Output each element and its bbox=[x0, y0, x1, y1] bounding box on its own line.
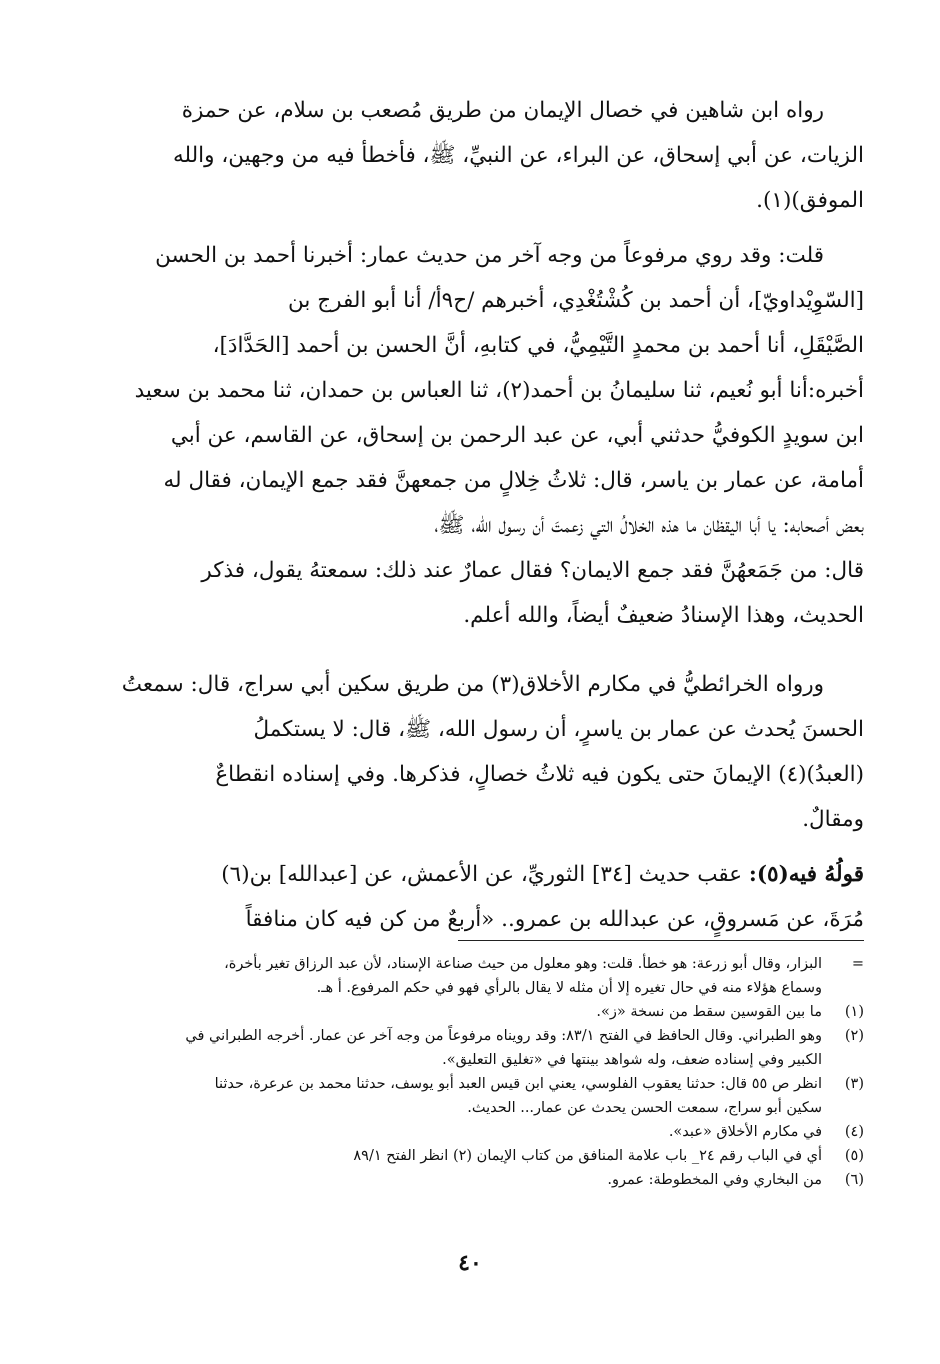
paragraph-line: أخبره:أنا أبو نُعيم، ثنا سليمانُ بن أحمد(٢)، ثنا العباس بن حمدان، ثنا محمد بن سعيد bbox=[134, 378, 864, 403]
footnote-continued bbox=[80, 952, 864, 1000]
paragraph-line bbox=[80, 852, 864, 897]
footnote-2 bbox=[80, 1024, 864, 1072]
footnote-marker: (٦) bbox=[844, 1172, 864, 1188]
footnote-4 bbox=[80, 1120, 864, 1144]
footnote-line: انظر ص ٥٥ قال: حدثنا يعقوب الفلوسي، يعني ابن قيس العبد أبو يوسف، حدثنا محمد بن عرعرة، حدثنا bbox=[214, 1076, 822, 1092]
footnote-line: أي في الباب رقم ٢٤_ باب علامة المنافق من كتاب الإيمان (٢) انظر الفتح ٨٩/١ bbox=[353, 1148, 822, 1164]
footnote-line: وسماع هؤلاء منه في حال تغيره إلا أن مثله لا يقال بالرأي فهو في حكم المرفوع. أ هـ. bbox=[316, 980, 822, 996]
footnote-marker: = bbox=[851, 956, 864, 972]
page-number: ٤٠ bbox=[458, 1250, 482, 1276]
paragraph-2 bbox=[80, 233, 864, 638]
paragraph-line: بعض أصحابه: يا أبا اليقظان ما هذه الخلالُ التي زعمتَ أن رسول الله، ﷺ، bbox=[434, 513, 864, 538]
footnote-text bbox=[80, 1000, 822, 1024]
footnote-marker: (٤) bbox=[844, 1124, 864, 1140]
paragraph-line: قال: من جَمَعهُنَّ فقد جمع الايمان؟ فقال عمارٌ عند ذلك: سمعتهُ يقول، فذكر bbox=[201, 558, 864, 583]
paragraph-line: الموفق)(١). bbox=[756, 188, 864, 213]
footnote-line: وهو الطبراني. وقال الحافظ في الفتح ٨٣/١: وقد رويناه مرفوعاً من وجه آخر عن عمار. أخرجه الطبراني في bbox=[185, 1028, 822, 1044]
footnote-3 bbox=[80, 1072, 864, 1120]
footnote-marker: (٥) bbox=[844, 1148, 864, 1164]
paragraph-line: الزيات، عن أبي إسحاق، عن البراء، عن النبيِّ، ﷺ، فأخطأ فيه من وجهين، والله bbox=[172, 143, 864, 168]
footnote-text bbox=[80, 1024, 822, 1072]
paragraph-line: ورواه الخرائطيُّ في مكارم الأخلاق(٣) من طريق سكين أبي سراج، قال: سمعتُ bbox=[121, 672, 824, 697]
commentary-lead: قولُهُ فيه(٥): bbox=[748, 862, 864, 887]
paragraph-4 bbox=[80, 852, 864, 942]
paragraph-line: ابن سويدٍ الكوفيُّ حدثني أبي، عن عبد الرحمن بن إسحاق، عن القاسم، عن أبي bbox=[170, 423, 864, 448]
footnote-5 bbox=[80, 1144, 864, 1168]
paragraph-line: (العبدُ)(٤) الإيمانَ حتى يكون فيه ثلاثُ خصالٍ، فذكرها. وفي إسناده انقطاعٌ bbox=[215, 762, 864, 787]
footnote-marker: (٢) bbox=[844, 1028, 864, 1044]
footnote-separator bbox=[458, 940, 864, 941]
main-text bbox=[80, 88, 864, 942]
paragraph-line: رواه ابن شاهين في خصال الإيمان من طريق مُصعب بن سلام، عن حمزة bbox=[181, 98, 824, 123]
footnote-text bbox=[80, 1144, 822, 1168]
footnote-marker: (١) bbox=[844, 1004, 864, 1020]
footnote-text bbox=[80, 1072, 822, 1120]
footnote-text bbox=[80, 1168, 822, 1192]
footnote-6 bbox=[80, 1168, 864, 1192]
paragraph-line: الحديث، وهذا الإسنادُ ضعيفٌ أيضاً، والله أعلم. bbox=[463, 603, 864, 628]
paragraph-line: أمامة، عن عمار بن ياسر، قال: ثلاثُ خِلالٍ من جمعهنَّ فقد جمع الإيمان، فقال له bbox=[163, 468, 864, 493]
footnote-line: الكبير وفي إسناده ضعف، وله شواهد بينتها في «تغليق التعليق». bbox=[442, 1052, 822, 1068]
footnote-line: من البخاري وفي المخطوطة: عمرو. bbox=[607, 1172, 822, 1188]
footnote-line: ما بين القوسين سقط من نسخة «ز». bbox=[596, 1004, 822, 1020]
footnote-line: في مكارم الأخلاق «عبد». bbox=[668, 1124, 822, 1140]
footnote-1 bbox=[80, 1000, 864, 1024]
footnote-text bbox=[80, 1120, 822, 1144]
paragraph-3 bbox=[80, 662, 864, 842]
paragraph-line: ومقالٌ. bbox=[802, 807, 864, 832]
paragraph-line: [السّوِيْداويّ]، أن أحمد بن كُشْتُغْدِي، أخبرهم /ح٩أ/ أنا أبو الفرج بن bbox=[288, 288, 864, 313]
footnote-line: البزار، وقال أبو زرعة: هو خطأ. قلت: وهو معلول من حيث صناعة الإسناد، لأن عبد الرزاق تغير بأخرة، bbox=[224, 956, 822, 972]
paragraph-line: الصَّيْقَلِ، أنا أحمد بن محمدٍ التَّيْمِيُّ، في كتابهِ، أنَّ الحسن بن أحمد [الحَدَّادَ]، bbox=[212, 333, 864, 358]
paragraph-1 bbox=[80, 88, 864, 223]
paragraph-line: مُرَةَ، عن مَسروقٍ، عن عبدالله بن عمرو.. «أربعٌ من كن فيه كان منافقاً bbox=[245, 907, 864, 932]
footnote-text bbox=[80, 952, 822, 1000]
paragraph-line: الحسنَ يُحدث عن عمار بن ياسرٍ، أن رسول الله، ﷺ، قال: لا يستكملُ bbox=[253, 717, 864, 742]
footnote-marker: (٣) bbox=[844, 1076, 864, 1092]
paragraph-line: قلت: وقد روي مرفوعاً من وجه آخر من حديث عمار: أخبرنا أحمد بن الحسن bbox=[155, 243, 824, 268]
footnote-line: سكين أبو سراج، سمعت الحسن يحدث عن عمار... الحديث. bbox=[467, 1100, 822, 1116]
footnotes bbox=[80, 952, 864, 1192]
commentary-text: عقب حديث [٣٤] الثوريِّ، عن الأعمش، عن [عبدالله] بن(٦) bbox=[221, 862, 749, 887]
